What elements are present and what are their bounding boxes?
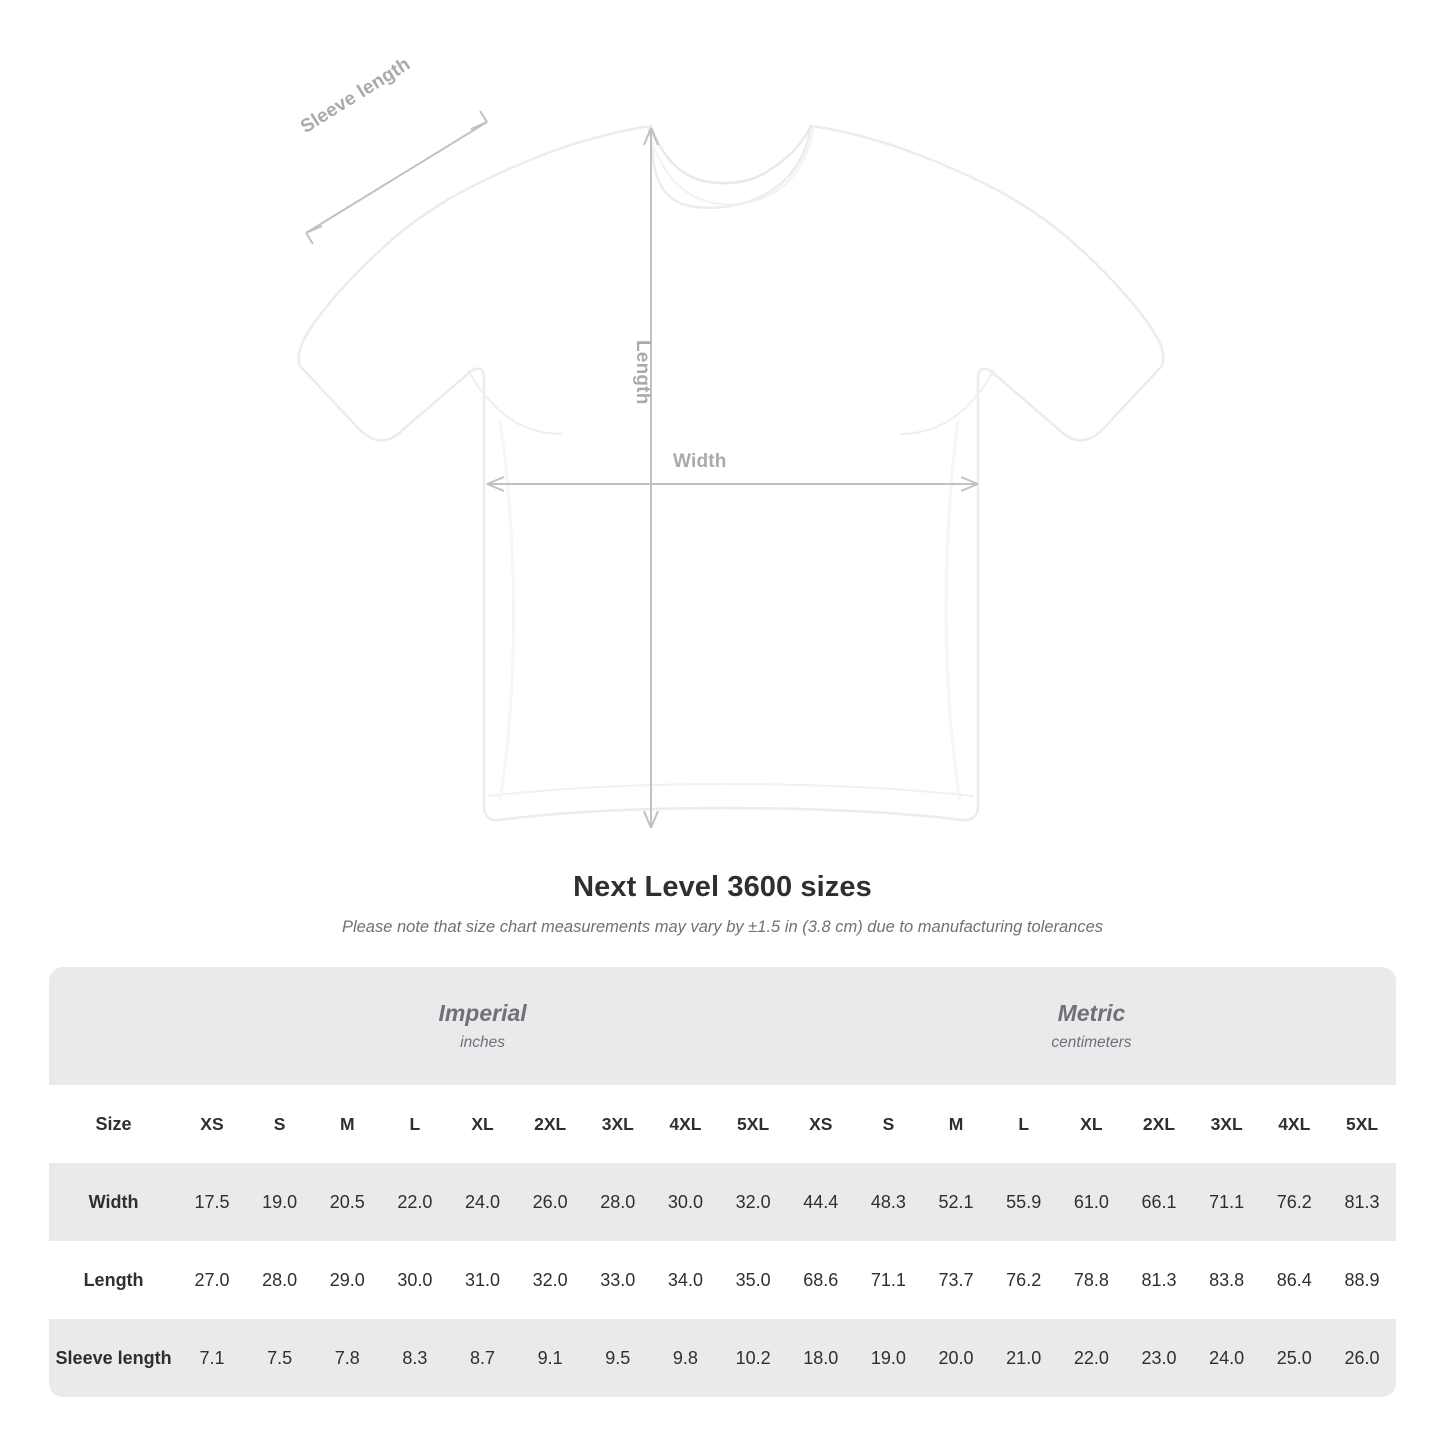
table-cell: 31.0 (449, 1241, 517, 1319)
size-table (49, 967, 1396, 1397)
unit-group-imperial (178, 967, 787, 1085)
table-cell: 9.8 (652, 1319, 720, 1397)
table-cell: 24.0 (449, 1163, 517, 1241)
tshirt-shape (299, 126, 1164, 820)
table-cell: 68.6 (787, 1241, 855, 1319)
table-cell: 7.5 (246, 1319, 314, 1397)
table-cell: 76.2 (1260, 1163, 1328, 1241)
length-label: Length (632, 340, 653, 405)
size-header-cell: 2XL (516, 1085, 584, 1163)
table-cell: 34.0 (652, 1241, 720, 1319)
size-header-cell: 2XL (1125, 1085, 1193, 1163)
unit-group-metric (787, 967, 1396, 1085)
size-header-label: Size (49, 1085, 178, 1163)
table-cell: 30.0 (652, 1163, 720, 1241)
table-cell: 66.1 (1125, 1163, 1193, 1241)
table-cell: 24.0 (1193, 1319, 1261, 1397)
table-cell: 52.1 (922, 1163, 990, 1241)
table-cell: 30.0 (381, 1241, 449, 1319)
size-header-cell: 4XL (652, 1085, 720, 1163)
size-header-row (49, 1085, 1396, 1163)
table-cell: 71.1 (1193, 1163, 1261, 1241)
table-cell: 71.1 (855, 1241, 923, 1319)
size-header-cell: S (855, 1085, 923, 1163)
row-label-width: Width (49, 1163, 178, 1241)
table-cell: 26.0 (516, 1163, 584, 1241)
table-cell: 9.1 (516, 1319, 584, 1397)
table-cell: 81.3 (1125, 1241, 1193, 1319)
size-header-cell: M (922, 1085, 990, 1163)
sleeve-length-label: Sleeve length (297, 53, 415, 138)
table-cell: 20.0 (922, 1319, 990, 1397)
table-cell: 44.4 (787, 1163, 855, 1241)
table-cell: 17.5 (178, 1163, 246, 1241)
page-title: Next Level 3600 sizes (573, 871, 872, 903)
row-label-length: Length (49, 1241, 178, 1319)
unit-group-imperial-sub: inches (460, 1033, 505, 1051)
size-header-cell: XS (787, 1085, 855, 1163)
table-cell: 18.0 (787, 1319, 855, 1397)
size-header-cell: 3XL (584, 1085, 652, 1163)
unit-header-row (49, 967, 1396, 1085)
unit-group-imperial-name: Imperial (438, 1000, 527, 1027)
table-cell: 88.9 (1328, 1241, 1396, 1319)
table-cell: 9.5 (584, 1319, 652, 1397)
table-cell: 19.0 (855, 1319, 923, 1397)
row-label-sleeve-length: Sleeve length (49, 1319, 178, 1397)
table-cell: 25.0 (1260, 1319, 1328, 1397)
size-header-cell: L (381, 1085, 449, 1163)
table-cell: 28.0 (584, 1163, 652, 1241)
table-cell: 61.0 (1058, 1163, 1126, 1241)
tolerance-note: Please note that size chart measurements may vary by ±1.5 in (3.8 cm) due to manufacturing tolerances (341, 918, 1104, 936)
table-cell: 23.0 (1125, 1319, 1193, 1397)
size-header-cell: L (990, 1085, 1058, 1163)
size-header-cell: XL (1058, 1085, 1126, 1163)
table-cell: 32.0 (719, 1163, 787, 1241)
table-cell: 19.0 (246, 1163, 314, 1241)
size-header-cell: XL (449, 1085, 517, 1163)
unit-header-corner (49, 967, 178, 1085)
size-header-cell: 5XL (1328, 1085, 1396, 1163)
unit-group-metric-sub: centimeters (1051, 1033, 1132, 1051)
table-row (49, 1319, 1396, 1397)
table-cell: 22.0 (1058, 1319, 1126, 1397)
table-cell: 7.1 (178, 1319, 246, 1397)
width-label: Width (673, 451, 727, 472)
table-cell: 86.4 (1260, 1241, 1328, 1319)
size-table-wrapper (49, 967, 1396, 1397)
table-cell: 8.3 (381, 1319, 449, 1397)
table-row (49, 1241, 1396, 1319)
table-cell: 76.2 (990, 1241, 1058, 1319)
table-cell: 55.9 (990, 1163, 1058, 1241)
table-cell: 22.0 (381, 1163, 449, 1241)
table-cell: 35.0 (719, 1241, 787, 1319)
table-cell: 26.0 (1328, 1319, 1396, 1397)
size-header-cell: XS (178, 1085, 246, 1163)
table-row (49, 1163, 1396, 1241)
title-block (0, 871, 1445, 937)
table-cell: 27.0 (178, 1241, 246, 1319)
size-header-cell: 4XL (1260, 1085, 1328, 1163)
table-cell: 10.2 (719, 1319, 787, 1397)
table-cell: 32.0 (516, 1241, 584, 1319)
table-cell: 78.8 (1058, 1241, 1126, 1319)
size-header-cell: M (313, 1085, 381, 1163)
table-cell: 21.0 (990, 1319, 1058, 1397)
table-cell: 28.0 (246, 1241, 314, 1319)
table-cell: 81.3 (1328, 1163, 1396, 1241)
size-header-cell: 3XL (1193, 1085, 1261, 1163)
unit-group-metric-name: Metric (1057, 1000, 1126, 1027)
table-cell: 29.0 (313, 1241, 381, 1319)
table-cell: 7.8 (313, 1319, 381, 1397)
size-header-cell: 5XL (719, 1085, 787, 1163)
table-cell: 33.0 (584, 1241, 652, 1319)
table-cell: 73.7 (922, 1241, 990, 1319)
table-cell: 83.8 (1193, 1241, 1261, 1319)
size-header-cell: S (246, 1085, 314, 1163)
table-cell: 8.7 (449, 1319, 517, 1397)
table-cell: 20.5 (313, 1163, 381, 1241)
table-cell: 48.3 (855, 1163, 923, 1241)
